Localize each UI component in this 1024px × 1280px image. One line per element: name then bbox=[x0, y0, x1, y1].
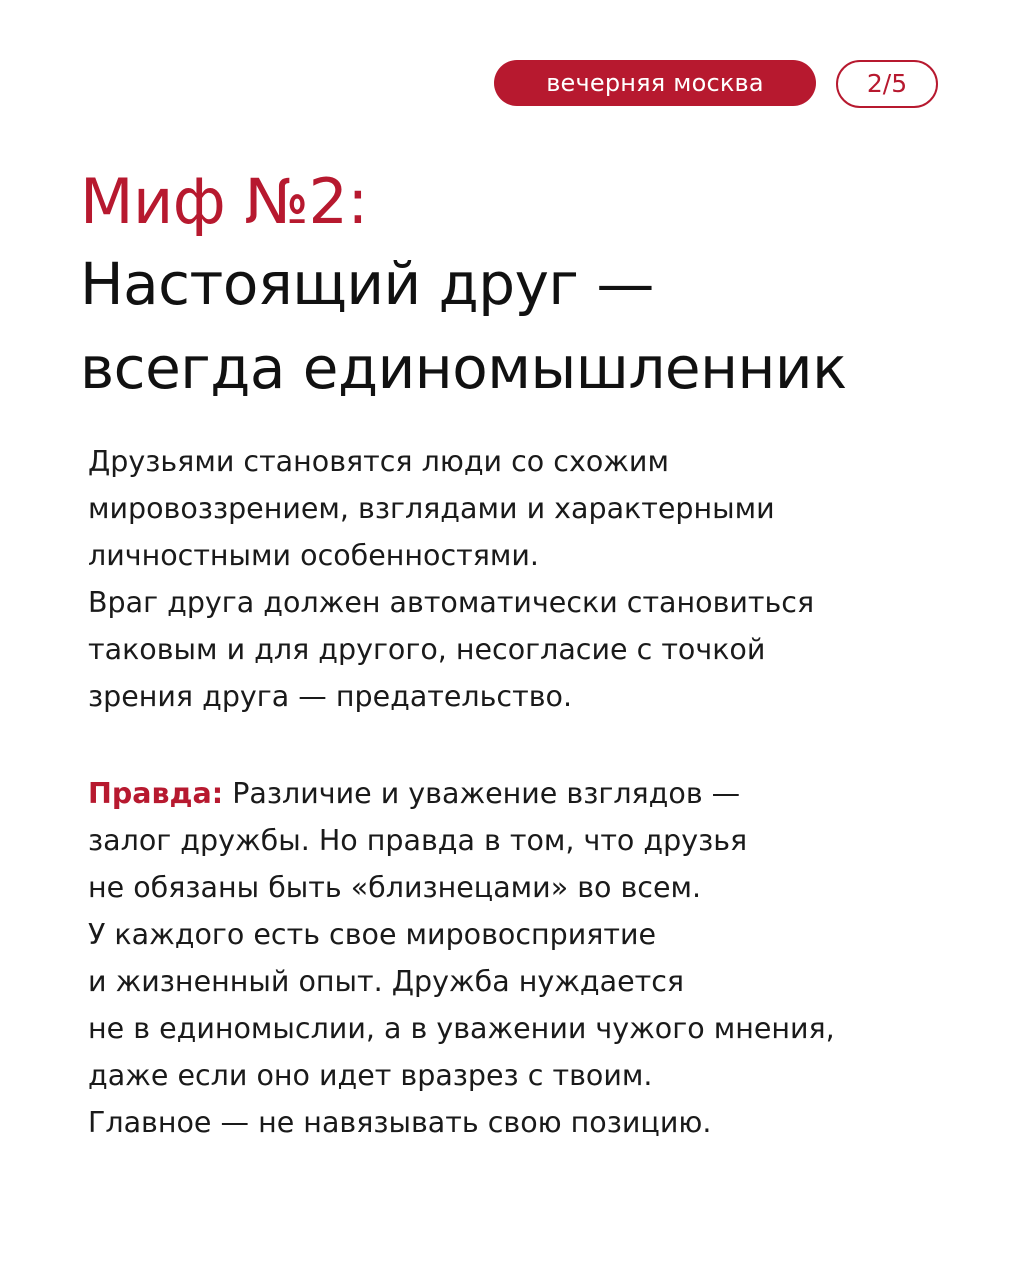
title-line-1: Настоящий друг — bbox=[80, 250, 654, 318]
intro-line: зрения друга — предательство. bbox=[88, 680, 572, 713]
intro-line: таковым и для другого, несогласие с точкой bbox=[88, 633, 766, 666]
truth-line: не в единомыслии, а в уважении чужого мнения, bbox=[88, 1012, 835, 1045]
brand-badge: вечерняя москва bbox=[494, 60, 816, 106]
intro-line: Враг друга должен автоматически становиться bbox=[88, 586, 815, 619]
title-block bbox=[80, 162, 1000, 410]
page-counter: 2/5 bbox=[836, 60, 938, 108]
title-line-2: всегда единомышленник bbox=[80, 334, 847, 402]
truth-line: даже если оно идет вразрез с твоим. bbox=[88, 1059, 653, 1092]
intro-paragraph bbox=[88, 438, 968, 720]
truth-line: У каждого есть свое мировосприятие bbox=[88, 918, 657, 951]
intro-line: мировоззрением, взглядами и характерными bbox=[88, 492, 775, 525]
truth-first-line bbox=[88, 770, 968, 817]
myth-label: Миф №2: bbox=[80, 165, 368, 238]
truth-first-line-text: Различие и уважение взглядов — bbox=[223, 777, 741, 810]
truth-line: залог дружбы. Но правда в том, что друзья bbox=[88, 824, 748, 857]
truth-paragraph bbox=[88, 770, 968, 1146]
intro-line: личностными особенностями. bbox=[88, 539, 539, 572]
truth-line: Главное — не навязывать свою позицию. bbox=[88, 1106, 712, 1139]
truth-line: и жизненный опыт. Дружба нуждается bbox=[88, 965, 685, 998]
intro-line: Друзьями становятся люди со схожим bbox=[88, 445, 669, 478]
truth-label: Правда: bbox=[88, 777, 224, 810]
truth-line: не обязаны быть «близнецами» во всем. bbox=[88, 871, 702, 904]
